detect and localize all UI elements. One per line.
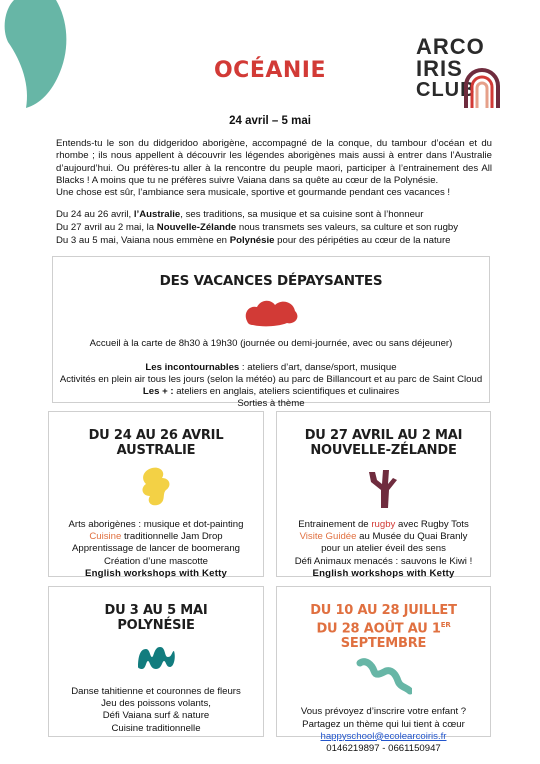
po-activity-3: Défi Vaiana surf & nature [102,710,210,722]
plum-coral-shape [367,466,401,508]
schedule-text: , ses traditions, sa musique et sa cuisine sont à l’honneur [180,209,424,220]
polynesie-dates-heading: DU 3 AU 5 MAI [104,603,208,618]
incontournables-label: Les incontournables [145,362,240,373]
summer-theme-line: Partagez un thème qui lui tient à cœur [302,718,465,730]
nz-activity-1 [277,519,490,531]
contact-phones: 0146219897 - 0661150947 [326,742,441,754]
accueil-text: Accueil à la carte de 8h30 à 19h30 (journée ou demi-journée, avec ou sans déjeuner) [89,338,453,349]
nz-box [276,411,491,577]
schedule-country: l’Australie [133,209,181,220]
schedule-line-polynesie [56,235,496,248]
polynesie-box [48,586,264,737]
summer-h2-sup: ER [440,621,451,629]
nz-l1-pre: Entrainement de [298,519,372,530]
au-activity-4: Création d’une mascotte [104,555,208,567]
nz-activity-3: pour un atelier éveil des sens [321,543,446,555]
nz-activity-2 [277,531,490,543]
po-activity-4: Cuisine traditionnelle [111,722,201,734]
teal-squiggle-shape [356,657,412,695]
au-activity-3: Apprentissage de lancer de boomerang [71,543,240,555]
australie-box [48,411,264,577]
incontournables-line [53,362,489,374]
summer-box [276,586,491,754]
au-activity-1: Arts aborigènes : musique et dot-painting [68,519,244,530]
logo-line-arco: ARCO [416,34,485,59]
vacances-box [52,256,490,409]
nz-activity-4: Défi Animaux menacés : sauvons le Kiwi ! [294,555,473,567]
incontournables-text: : ateliers d’art, danse/sport, musique [239,362,397,373]
schedule-line-nz [56,222,496,235]
au-english-workshops: English workshops with Ketty [84,567,228,579]
plus-label: Les + : [142,386,174,397]
intro-last-line: Une chose est sûr, l’ambiance sera musicale, sportive et gourmande pendant ces vacances ! [56,187,451,199]
australie-dates-heading: DU 24 AU 26 AVRIL [88,428,224,443]
visite-guidee-word: Visite Guidée [299,531,357,543]
sorties-text: Sorties à thème [237,398,305,409]
summer-h2-pre: DU 28 AOÛT AU 1 [316,621,441,637]
australie-heading: AUSTRALIE [116,443,196,458]
yellow-blob-shape [136,466,176,508]
intro-text: Entends-tu le son du didgeridoo aborigène, accompagné de la conque, du tambour d’océan et du rhombe ; ils nous appellent à découvrir les légendes aborigènes mais aussi à entrer dans l’Australie d’aujourd’hui. Ou préfères-tu aller à la rencontre du peuple maori, participer à l’entrainement des All Blacks ! A moins que tu ne préfères suivre Vaiana dans sa quête au cœur de la Polynésie. [56,138,492,186]
summer-email-line [277,731,490,743]
summer-h2-post: SEPTEMBRE [340,636,427,652]
period-dates: 24 avril – 5 mai [229,115,311,127]
schedule-text: Du 27 avril au 2 mai, la [56,221,157,233]
intro-paragraph [56,138,492,199]
schedule-line-australie [56,209,496,222]
nz-heading: NOUVELLE-ZÉLANDE [310,443,457,458]
cuisine-rest: traditionnelle Jam Drop [121,531,223,543]
cuisine-word: Cuisine [89,531,122,543]
au-activity-2 [49,531,263,543]
po-activity-2: Jeu des poissons volants, [101,698,211,710]
teal-leaf-shape [0,0,70,112]
plus-line [53,386,489,398]
nz-english-workshops: English workshops with Ketty [312,567,455,579]
teal-wave-shape [136,643,176,671]
schedule-list [56,209,496,247]
logo-line-iris: IRIS [416,56,463,81]
schedule-text: Du 3 au 5 mai, Vaiana nous emmène en [56,234,230,246]
summer-question: Vous prévoyez d’inscrire votre enfant ? [300,706,467,718]
red-blob-shape [241,297,301,327]
nz-l1-post: avec Rugby Tots [395,519,469,530]
schedule-text: pour des péripéties au cœur de la nature [274,234,451,246]
schedule-text: nous transmets ses valeurs, sa culture et son rugby [236,221,459,233]
contact-email-link[interactable]: happyschool@ecolearcoiris.fr [320,730,447,742]
summer-dates-heading-2 [277,618,490,651]
schedule-country: Nouvelle-Zélande [156,221,237,233]
schedule-country: Polynésie [229,234,275,246]
po-activity-1: Danse tahitienne et couronnes de fleurs [71,686,241,697]
page-title: OCÉANIE [213,58,327,83]
polynesie-heading: POLYNÉSIE [117,618,195,633]
nz-dates-heading: DU 27 AVRIL AU 2 MAI [304,428,463,443]
schedule-text: Du 24 au 26 avril, [56,209,134,220]
plein-air-text: Activités en plein air tous les jours (selon la météo) au parc de Billancourt et au parc de Saint Cloud [59,374,483,385]
summer-dates-heading-1: DU 10 AU 28 JUILLET [310,603,457,618]
plus-text: ateliers en anglais, ateliers scientifiques et culinaires [173,386,400,397]
vacances-heading: DES VACANCES DÉPAYSANTES [159,273,383,289]
nz-l2-post: au Musée du Quai Branly [356,531,468,543]
rugby-word: rugby [371,519,396,530]
logo-line-club: CLUB [416,79,476,101]
